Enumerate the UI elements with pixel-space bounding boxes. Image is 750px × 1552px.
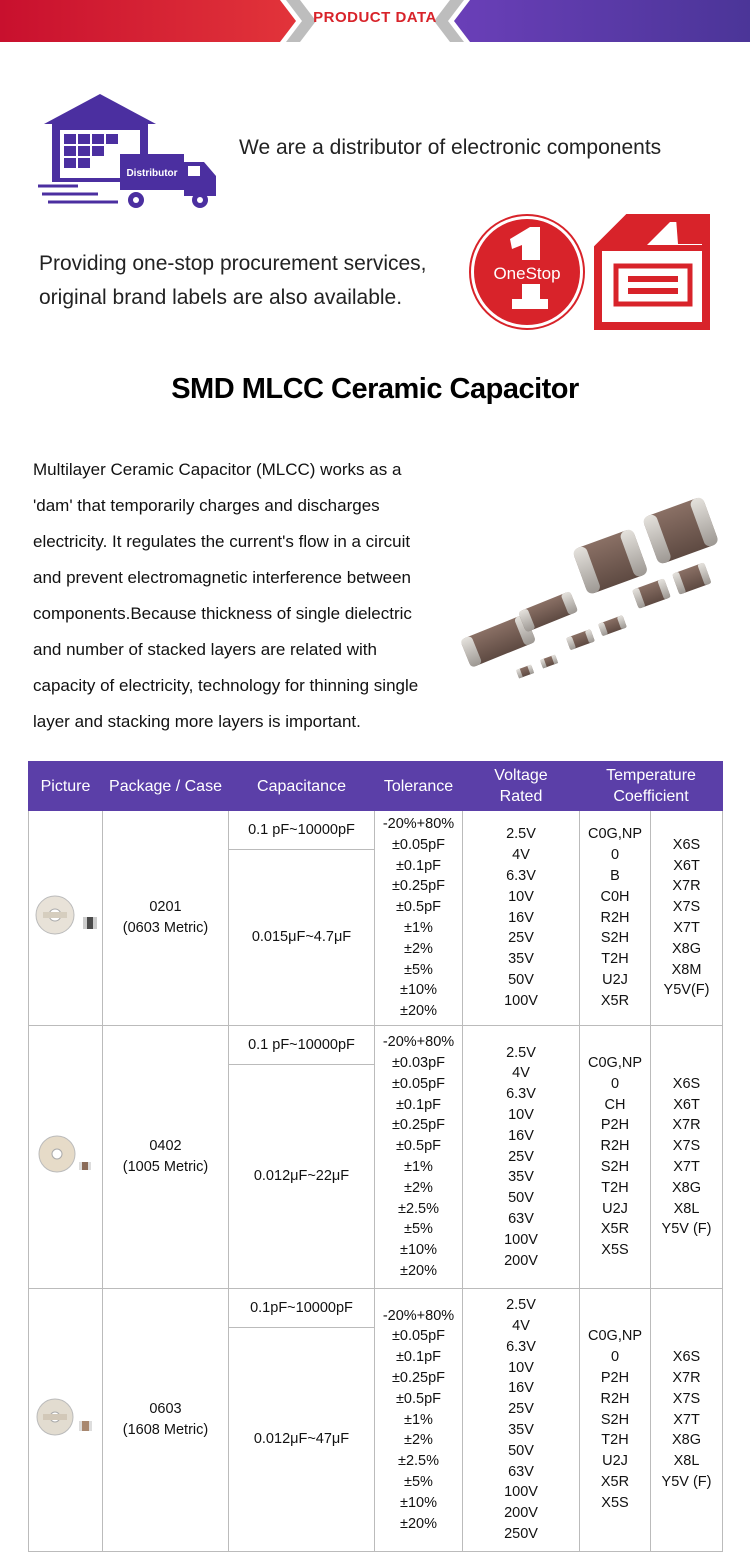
list-value: 0 xyxy=(610,847,620,864)
capacitance-range-pf: 0.1pF~10000pF xyxy=(229,1289,375,1328)
list-value: 10V xyxy=(508,888,534,905)
temp-coefficient-list-a xyxy=(580,1026,651,1289)
list-value: X6S xyxy=(672,1349,701,1366)
product-data-banner xyxy=(0,0,750,42)
header-voltage xyxy=(463,762,580,811)
voltage-list xyxy=(463,1289,580,1552)
list-value: 200V xyxy=(504,1252,538,1269)
table-row xyxy=(29,1289,723,1328)
onestop-label: OneStop xyxy=(493,264,561,283)
list-value: ±20% xyxy=(400,1515,437,1532)
list-value: X5R xyxy=(600,1473,630,1490)
list-value: ±2% xyxy=(404,1179,433,1196)
table-header-row xyxy=(29,762,723,811)
temp-coefficient-list-b xyxy=(651,811,723,1026)
list-value: X8L xyxy=(673,1453,700,1470)
package-code: 0402 xyxy=(149,1138,182,1155)
description xyxy=(33,452,453,740)
list-value: ±2% xyxy=(404,1432,433,1449)
list-value: 16V xyxy=(508,1380,534,1397)
list-value: ±0.05pF xyxy=(391,836,446,853)
list-value: U2J xyxy=(602,1200,628,1217)
temp-coefficient-list-a xyxy=(580,811,651,1026)
list-value: ±0.1pF xyxy=(395,1349,442,1366)
voltage-list xyxy=(463,811,580,1026)
header-temp-line2: Coefficient xyxy=(613,788,689,805)
list-value: X6T xyxy=(673,857,700,874)
list-value: X8G xyxy=(672,940,702,957)
table-row xyxy=(29,811,723,850)
list-value: X7T xyxy=(673,1411,700,1428)
list-value: ±2% xyxy=(404,940,433,957)
package-metric: (1608 Metric) xyxy=(122,1422,209,1438)
list-value: X6S xyxy=(672,836,701,853)
list-value: ±10% xyxy=(400,1242,437,1259)
list-value: C0H xyxy=(600,888,630,905)
capacitance-range-pf: 0.1 pF~10000pF xyxy=(229,1026,375,1065)
list-value: Y5V (F) xyxy=(661,1221,712,1238)
list-value: 2.5V xyxy=(506,826,536,843)
list-value: ±1% xyxy=(404,1159,433,1175)
header-picture: Picture xyxy=(29,762,103,811)
list-value: 50V xyxy=(508,1190,534,1207)
list-value: ±0.5pF xyxy=(395,1138,442,1155)
list-value: R2H xyxy=(600,1390,630,1407)
list-value: ±0.5pF xyxy=(395,1390,442,1407)
tolerance-list xyxy=(375,811,463,1026)
capacitance-range-pf: 0.1 pF~10000pF xyxy=(229,811,375,850)
list-value: ±10% xyxy=(400,1494,437,1511)
banner-title: PRODUCT DATA xyxy=(313,9,437,26)
description-line: components.Because thickness of single dielectric xyxy=(33,604,412,623)
list-value: ±2.5% xyxy=(397,1453,439,1470)
component-picture xyxy=(29,811,103,1026)
capacitance-range-uf: 0.012μF~22μF xyxy=(229,1065,375,1289)
header-voltage-line2: Rated xyxy=(499,788,543,805)
list-value: X6T xyxy=(673,1096,700,1113)
list-value: 6.3V xyxy=(506,1086,536,1103)
list-value: ±5% xyxy=(404,1221,433,1238)
package-metric: (1005 Metric) xyxy=(122,1159,209,1175)
list-value: 50V xyxy=(508,1442,534,1459)
list-value: 10V xyxy=(508,1359,534,1376)
list-value: X7T xyxy=(673,920,700,936)
package-box-icon xyxy=(594,214,712,330)
list-value: C0G,NP xyxy=(588,1328,642,1345)
list-value: X6S xyxy=(672,1075,701,1092)
tape-reel-image xyxy=(31,895,101,935)
list-value: 100V xyxy=(504,1484,538,1501)
list-value: ±5% xyxy=(404,961,433,978)
list-value: 100V xyxy=(504,992,538,1009)
list-value: S2H xyxy=(600,1411,630,1428)
list-value: P2H xyxy=(600,1370,630,1386)
capacitance-range-uf: 0.012μF~47μF xyxy=(229,1328,375,1552)
list-value: 2.5V xyxy=(506,1297,536,1314)
list-value: R2H xyxy=(600,1138,630,1155)
list-value: -20%+80% xyxy=(382,1034,455,1051)
warehouse-truck-icon xyxy=(38,92,220,212)
spec-table xyxy=(28,761,723,1552)
list-value: X7R xyxy=(672,878,701,895)
list-value: X7S xyxy=(672,899,701,916)
description-line: and prevent electromagnetic interference between xyxy=(33,568,412,587)
list-value: S2H xyxy=(600,930,630,947)
list-value: ±1% xyxy=(404,1411,433,1428)
list-value: CH xyxy=(604,1096,626,1113)
list-value: 2.5V xyxy=(506,1044,536,1061)
temp-coefficient-list-a xyxy=(580,1289,651,1552)
list-value: 63V xyxy=(508,1463,534,1480)
list-value: X8M xyxy=(671,961,702,978)
list-value: ±20% xyxy=(400,1003,437,1020)
list-value: 4V xyxy=(512,1065,530,1082)
description-line: electricity. It regulates the current's flow in a circuit xyxy=(33,532,411,551)
header-temperature xyxy=(580,762,723,811)
list-value: T2H xyxy=(601,1179,629,1196)
list-value: ±0.05pF xyxy=(391,1075,446,1092)
list-value: X5R xyxy=(600,992,630,1009)
list-value: S2H xyxy=(600,1159,630,1175)
description-line: Multilayer Ceramic Capacitor (MLCC) works as a xyxy=(33,460,402,479)
list-value: ±0.25pF xyxy=(391,878,446,895)
component-picture xyxy=(29,1026,103,1289)
package-cell xyxy=(103,1026,229,1289)
mlcc-chips-image xyxy=(452,490,722,685)
temp-coefficient-list-b xyxy=(651,1289,723,1552)
list-value: 100V xyxy=(504,1231,538,1248)
list-value: 35V xyxy=(508,951,534,968)
description-line: 'dam' that temporarily charges and discharges xyxy=(33,496,380,515)
list-value: 0 xyxy=(610,1075,620,1092)
list-value: X7R xyxy=(672,1117,701,1134)
description-line: capacity of electricity, technology for thinning single xyxy=(33,676,419,695)
tagline: We are a distributor of electronic components xyxy=(239,136,662,159)
section-title: SMD MLCC Ceramic Capacitor xyxy=(171,373,579,405)
list-value: 6.3V xyxy=(506,868,536,884)
header-tolerance: Tolerance xyxy=(375,762,463,811)
tolerance-list xyxy=(375,1026,463,1289)
header-package: Package / Case xyxy=(103,762,229,811)
list-value: R2H xyxy=(600,909,630,926)
list-value: 10V xyxy=(508,1107,534,1123)
capacitance-range-uf: 0.015μF~4.7μF xyxy=(229,850,375,1026)
table-row xyxy=(29,1026,723,1065)
list-value: ±0.25pF xyxy=(391,1370,446,1386)
list-value: 250V xyxy=(504,1525,538,1542)
list-value: ±2.5% xyxy=(397,1200,439,1217)
list-value: X8L xyxy=(673,1200,700,1217)
list-value: X8G xyxy=(672,1432,702,1449)
list-value: ±20% xyxy=(400,1262,437,1279)
list-value: B xyxy=(610,868,620,884)
list-value: 63V xyxy=(508,1210,534,1227)
list-value: X5R xyxy=(600,1221,630,1238)
header-voltage-line1: Voltage xyxy=(494,767,548,784)
package-cell xyxy=(103,811,229,1026)
list-value: C0G,NP xyxy=(588,1055,642,1072)
list-value: X7S xyxy=(672,1138,701,1155)
list-value: ±0.5pF xyxy=(395,899,442,916)
temp-coefficient-list-b xyxy=(651,1026,723,1289)
list-value: 4V xyxy=(512,1318,530,1335)
tolerance-list xyxy=(375,1289,463,1552)
tape-reel-image xyxy=(31,1397,101,1437)
list-value: P2H xyxy=(600,1117,630,1134)
package-metric: (0603 Metric) xyxy=(122,920,209,936)
list-value: 4V xyxy=(512,847,530,864)
list-value: -20%+80% xyxy=(382,1307,455,1324)
list-value: Y5V (F) xyxy=(661,1473,712,1490)
package-code: 0603 xyxy=(149,1401,182,1418)
package-cell xyxy=(103,1289,229,1552)
tape-reel-image xyxy=(31,1134,101,1174)
list-value: Y5V(F) xyxy=(663,982,710,999)
description-line: and number of stacked layers are related with xyxy=(33,640,377,659)
distributor-label: Distributor xyxy=(126,168,178,179)
onestop-badge-icon xyxy=(468,213,586,331)
voltage-list xyxy=(463,1026,580,1289)
list-value: C0G,NP xyxy=(588,826,642,843)
list-value: 25V xyxy=(508,930,534,947)
header-temp-line1: Temperature xyxy=(606,767,696,784)
list-value: 0 xyxy=(610,1349,620,1366)
list-value: 16V xyxy=(508,1127,534,1144)
list-value: 200V xyxy=(504,1505,538,1522)
list-value: ±0.1pF xyxy=(395,1096,442,1113)
list-value: X5S xyxy=(601,1494,629,1511)
description-line: layer and stacking more layers is important. xyxy=(33,712,361,731)
header-capacitance: Capacitance xyxy=(229,762,375,811)
list-value: ±0.1pF xyxy=(395,857,442,874)
list-value: ±0.03pF xyxy=(391,1055,446,1072)
list-value: ±0.25pF xyxy=(391,1117,446,1134)
list-value: ±1% xyxy=(404,920,433,936)
list-value: -20%+80% xyxy=(382,816,455,833)
list-value: X7T xyxy=(673,1159,700,1175)
list-value: ±10% xyxy=(400,982,437,999)
component-picture xyxy=(29,1289,103,1552)
list-value: X7S xyxy=(672,1390,701,1407)
service-line-2: original brand labels are also available. xyxy=(39,286,403,309)
list-value: 35V xyxy=(508,1422,534,1438)
list-value: 25V xyxy=(508,1148,534,1165)
list-value: U2J xyxy=(602,1453,628,1470)
list-value: 25V xyxy=(508,1401,534,1418)
list-value: 16V xyxy=(508,909,534,926)
list-value: 50V xyxy=(508,971,534,988)
list-value: X7R xyxy=(672,1370,701,1386)
package-code: 0201 xyxy=(149,899,182,916)
list-value: X8G xyxy=(672,1179,702,1196)
list-value: ±0.05pF xyxy=(391,1328,446,1345)
list-value: 35V xyxy=(508,1169,534,1186)
list-value: 6.3V xyxy=(506,1338,536,1355)
list-value: U2J xyxy=(602,971,628,988)
list-value: X5S xyxy=(601,1242,629,1259)
list-value: ±5% xyxy=(404,1473,433,1490)
service-line-1: Providing one-stop procurement services, xyxy=(39,252,427,275)
list-value: T2H xyxy=(601,1432,629,1449)
list-value: T2H xyxy=(601,951,629,968)
